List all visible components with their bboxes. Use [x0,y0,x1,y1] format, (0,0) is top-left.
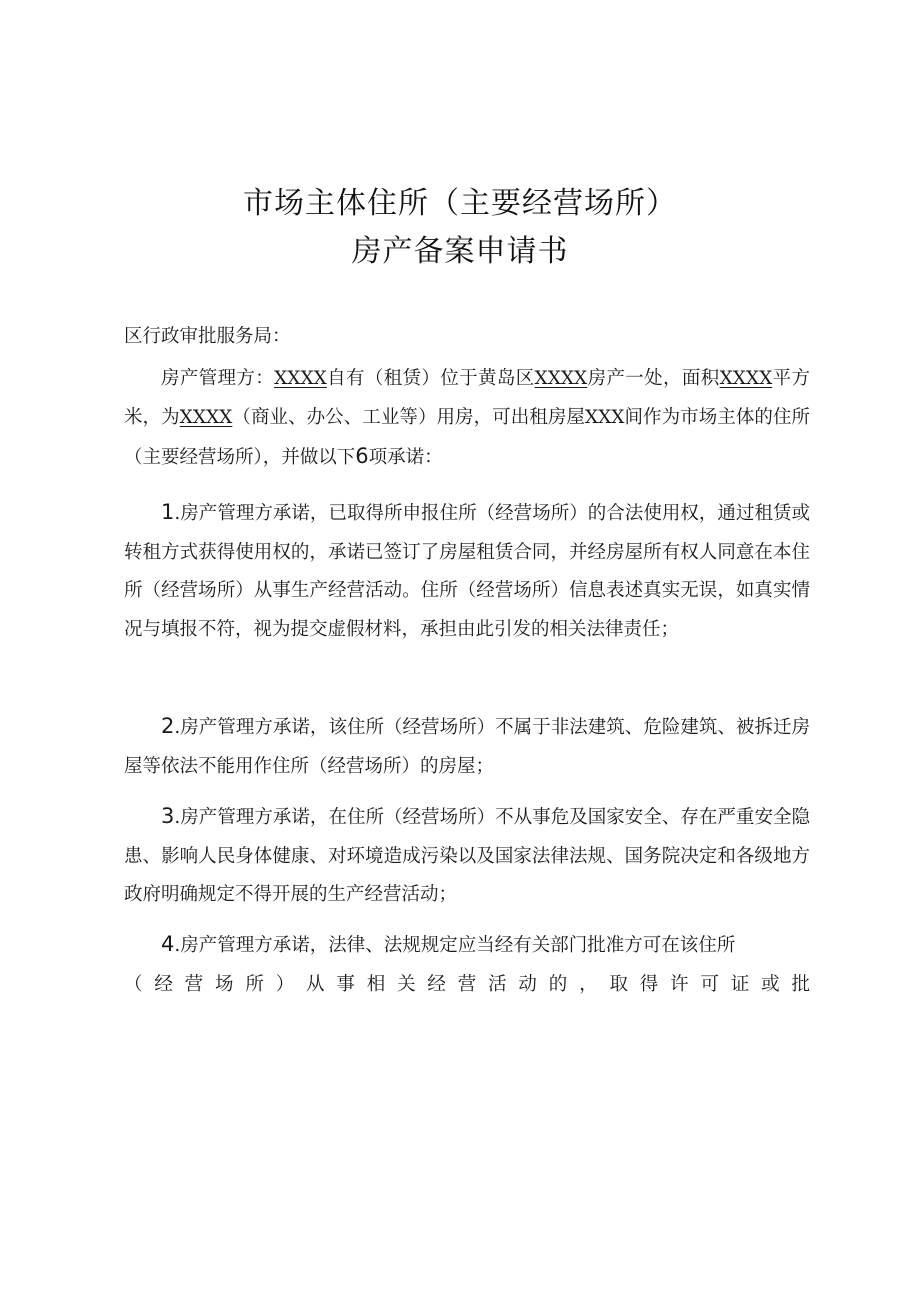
intro-paragraph [124,360,810,478]
intro-text-2: 自有（租赁）位于黄岛区 [326,368,535,389]
intro-text-3: 房产一处，面积 [587,368,720,389]
area-field: XXXX [719,368,773,389]
title-line-1: 市场主体住所（主要经营场所） [243,186,677,221]
intro-text-5: （商业、办公、工业等）用房，可出租房屋XXX间作为市场主体的住所（主要经营场所），并做以下 [124,406,810,468]
location-field: XXXX [534,368,588,389]
intro-text-4: 平方米，为 [124,368,810,428]
promise-text-continued: （经营场所）从事相关经营活动的，取得许可证或批 [124,973,810,995]
title-line-2: 房产备案申请书 [351,234,569,269]
owner-field: XXXX [274,368,327,389]
promise-text: .房产管理方承诺，该住所（经营场所）不属于非法建筑、危险建筑、被拆迁房屋等依法不能用作住所（经营场所）的房屋； [124,717,810,777]
promise-item-3 [124,797,810,915]
promise-text: .房产管理方承诺，已取得所申报住所（经营场所）的合法使用权，通过租赁或转租方式获得使用权的，承诺已签订了房屋租赁合同，并经房屋所有权人同意在本住所（经营场所）从事生产经营活动。住所（经营场所）信息表述真实无误，如真实情况与填报不符，视为提交虚假材料，承担由此引发的相关法律责任； [124,503,810,640]
promise-item-4 [124,925,810,1004]
promise-text: .房产管理方承诺，法律、法规规定应当经有关部门批准方可在该住所 [174,935,736,956]
promise-number: 4 [161,932,175,956]
promise-text: .房产管理方承诺，在住所（经营场所）不从事危及国家安全、存在严重安全隐患、影响人民身体健康、对环境造成污染以及国家法律法规、国务院决定和各级地方政府明确规定不得开展的生产经营活动； [124,807,810,905]
promise-number: 2 [161,714,175,738]
promise-number: 1 [161,500,175,524]
document-title [0,180,920,276]
usage-field: XXXX [179,406,233,428]
promise-number: 3 [161,804,175,828]
promise-count: 6 [355,444,369,468]
promise-item-1 [124,493,810,649]
salutation: 区行政审批服务局： [124,326,291,347]
intro-text-1: 房产管理方： [161,368,275,389]
intro-text-6: 项承诺： [368,447,443,468]
promise-item-2 [124,707,810,786]
